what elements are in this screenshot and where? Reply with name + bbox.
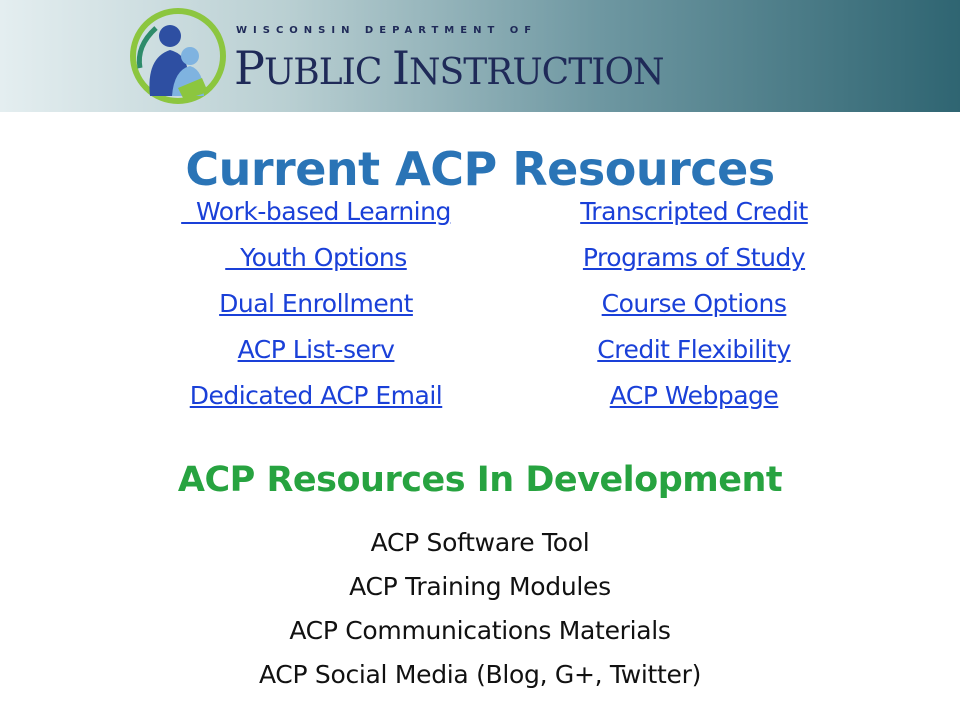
- current-resources-left-column: [116, 196, 516, 426]
- header-banner: [0, 0, 960, 112]
- org-line-2-p: P: [234, 41, 264, 95]
- link-youth-options[interactable]: Youth Options: [225, 243, 407, 272]
- list-item: ACP Training Modules: [349, 572, 611, 601]
- org-line-2: [234, 43, 663, 98]
- development-resources-list: [0, 523, 960, 699]
- link-acp-list-serv[interactable]: ACP List-serv: [237, 335, 395, 364]
- link-transcripted-credit[interactable]: Transcripted Credit: [580, 197, 808, 226]
- org-line-2-nstruction: NSTRUCTION: [409, 52, 664, 93]
- list-item: ACP Social Media (Blog, G+, Twitter): [258, 660, 702, 689]
- org-line-1: WISCONSIN DEPARTMENT OF: [236, 25, 538, 36]
- link-course-options[interactable]: Course Options: [601, 289, 787, 318]
- list-item: ACP Software Tool: [370, 528, 590, 557]
- link-credit-flexibility[interactable]: Credit Flexibility: [597, 335, 791, 364]
- development-resources-title: ACP Resources In Development: [177, 460, 783, 500]
- dpi-logo-icon: [128, 6, 228, 106]
- current-resources-right-column: [494, 196, 894, 426]
- list-item: ACP Communications Materials: [289, 616, 671, 645]
- org-line-2-i: I: [391, 41, 410, 95]
- link-dedicated-acp-email[interactable]: Dedicated ACP Email: [189, 381, 443, 410]
- current-resources-title: Current ACP Resources: [185, 142, 775, 196]
- org-line-2-ublic: UBLIC: [263, 52, 392, 93]
- link-work-based-learning[interactable]: Work-based Learning: [181, 197, 451, 226]
- link-programs-of-study[interactable]: Programs of Study: [582, 243, 806, 272]
- link-acp-webpage[interactable]: ACP Webpage: [609, 381, 779, 410]
- link-dual-enrollment[interactable]: Dual Enrollment: [219, 289, 413, 318]
